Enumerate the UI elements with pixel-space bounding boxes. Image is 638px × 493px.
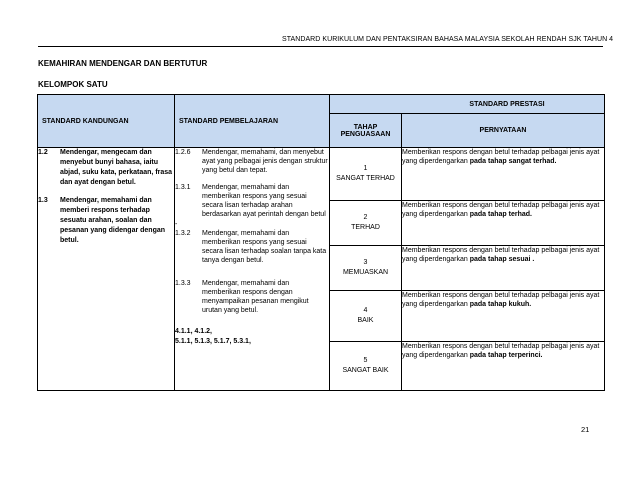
- pembelajaran-item: 1.3.2 Mendengar, memahami dan memberikan respons yang sesuai secara lisan terhadap soalan tanpa kata tanya dengan betul.: [175, 230, 327, 264]
- col-header-prestasi: STANDARD PRESTASI: [330, 95, 605, 114]
- page-number: 21: [581, 425, 590, 434]
- kandungan-item: 1.3 Mendengar, memahami dan memberi respons terhadap sesuatu arahan, soalan dan pesanan yang didengar dengan betul.: [38, 197, 166, 244]
- tahap-cell-1: 1 SANGAT TERHAD: [330, 148, 402, 201]
- pernyataan-cell-2: Memberikan respons dengan betul terhadap pelbagai jenis ayat yang diperdengarkan pada tahap terhad.: [402, 201, 605, 246]
- col-header-pernyataan: PERNYATAAN: [402, 114, 605, 148]
- pembelajaran-cell: [175, 148, 330, 391]
- tahap-cell-2: 2 TERHAD: [330, 201, 402, 246]
- pembelajaran-item: 1.3.1 Mendengar, memahami dan memberikan respons yang sesuai secara lisan terhadap arahan berdasarkan ayat perintah dengan betul: [175, 184, 326, 218]
- pernyataan-cell-3: Memberikan respons dengan betul terhadap pelbagai jenis ayat yang diperdengarkan pada tahap sesuai .: [402, 246, 605, 291]
- col-header-tahap: TAHAP PENGUASAAN: [330, 114, 402, 148]
- pembelajaran-item: 1.3.3 Mendengar, memahami dan memberikan respons dengan menyampaikan pesanan mengikut urutan yang betul.: [175, 280, 309, 314]
- section-title: KEMAHIRAN MENDENGAR DAN BERTUTUR: [38, 59, 208, 68]
- header-divider: [38, 46, 603, 47]
- pernyataan-cell-5: Memberikan respons dengan betul terhadap pelbagai jenis ayat yang diperdengarkan pada tahap terperinci.: [402, 342, 605, 391]
- kandungan-item: 1.2 Mendengar, mengecam dan menyebut bunyi bahasa, iaitu abjad, suku kata, perkataan, frasa dan ayat dengan betul.: [38, 149, 173, 186]
- tahap-cell-3: 3 MEMUASKAN: [330, 246, 402, 291]
- tahap-cell-4: 4 BAIK: [330, 291, 402, 342]
- col-header-kandungan: STANDARD KANDUNGAN: [38, 95, 175, 148]
- running-header: STANDARD KURIKULUM DAN PENTAKSIRAN BAHASA MALAYSIA SEKOLAH RENDAH SJK TAHUN 4: [282, 36, 614, 43]
- kandungan-cell: [38, 148, 175, 391]
- standards-table: [37, 94, 605, 391]
- pembelajaran-dot: -: [175, 221, 178, 228]
- group-title: KELOMPOK SATU: [38, 80, 108, 89]
- pernyataan-cell-1: Memberikan respons dengan betul terhadap pelbagai jenis ayat yang diperdengarkan pada tahap sangat terhad.: [402, 148, 605, 201]
- tahap-cell-5: 5 SANGAT BAIK: [330, 342, 402, 391]
- col-header-pembelajaran: STANDARD PEMBELAJARAN: [175, 95, 330, 148]
- pernyataan-cell-4: Memberikan respons dengan betul terhadap pelbagai jenis ayat yang diperdengarkan pada tahap kukuh.: [402, 291, 605, 342]
- pembelajaran-item: 1.2.6 Mendengar, memahami, dan menyebut ayat yang pelbagai jenis dengan struktur yang betul dan tepat.: [175, 149, 328, 174]
- cross-references: 4.1.1, 4.1.2, 5.1.1, 5.1.3, 5.1.7, 5.3.1,: [175, 328, 251, 345]
